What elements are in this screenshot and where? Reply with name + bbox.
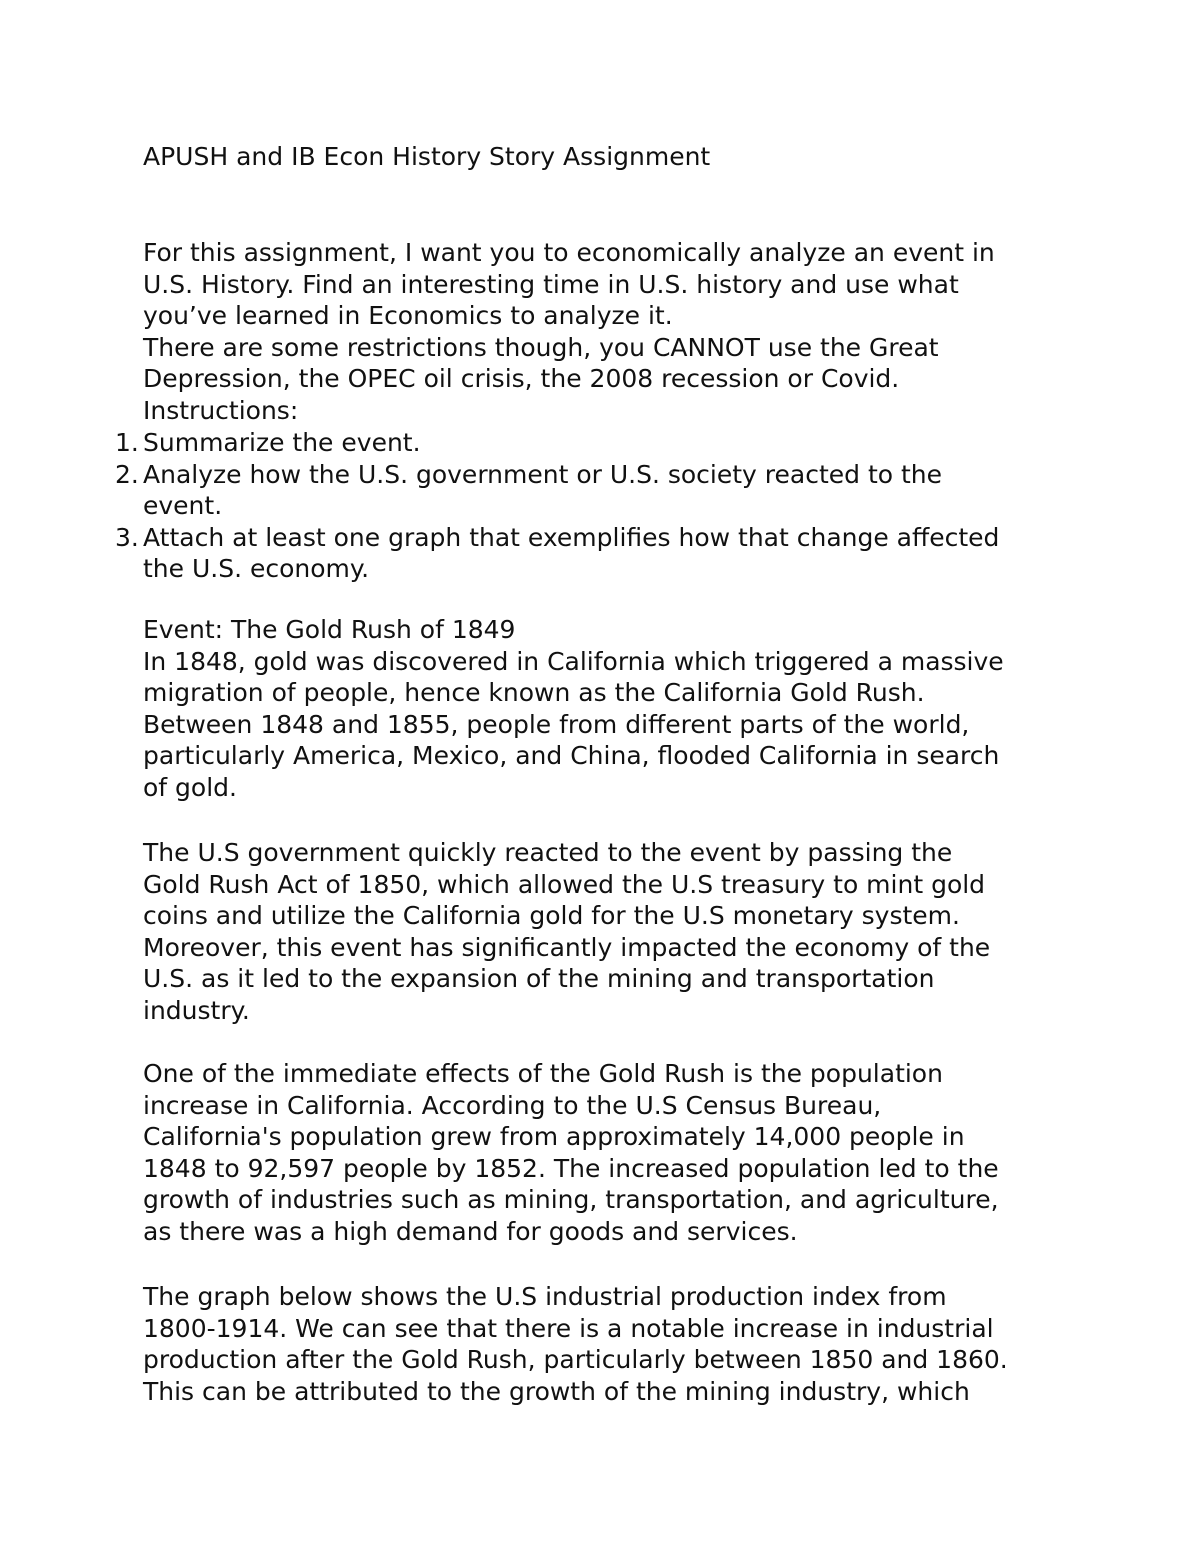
list-item-text: the U.S. economy. — [143, 554, 370, 583]
paragraph-line: One of the immediate effects of the Gold Rush is the population — [143, 1059, 943, 1088]
list-number: 2. — [115, 459, 139, 489]
paragraph-line: The graph below shows the U.S industrial production index from — [143, 1282, 947, 1311]
paragraph-line: as there was a high demand for goods and services. — [143, 1216, 798, 1246]
paragraph-line: California's population grew from approximately 14,000 people in — [143, 1122, 965, 1151]
paragraph-line: coins and utilize the California gold for the U.S monetary system. — [143, 901, 960, 930]
intro-line: U.S. History. Find an interesting time in U.S. history and use what — [143, 269, 959, 299]
list-item — [111, 427, 1111, 459]
paragraph-line: migration of people, hence known as the California Gold Rush. — [143, 678, 925, 707]
intro-line: you’ve learned in Economics to analyze it. — [143, 301, 673, 330]
paragraph-line: increase in California. According to the U.S Census Bureau, — [143, 1090, 882, 1120]
government-reaction-paragraph — [143, 837, 1103, 1026]
list-item — [111, 459, 1111, 522]
population-paragraph — [143, 1058, 1103, 1247]
paragraph-line: The U.S government quickly reacted to the event by passing the — [143, 838, 953, 867]
paragraph-line: of gold. — [143, 772, 237, 802]
restrictions-line: Depression, the OPEC oil crisis, the 2008 recession or Covid. — [143, 364, 900, 393]
paragraph-line: In 1848, gold was discovered in California which triggered a massive — [143, 646, 1004, 676]
list-item-text: Attach at least one graph that exemplifies how that change affected — [143, 522, 1000, 552]
paragraph-line: industry. — [143, 995, 250, 1025]
intro-paragraph — [143, 237, 1103, 426]
paragraph-line: Between 1848 and 1855, people from different parts of the world, — [143, 709, 970, 739]
event-heading: Event: The Gold Rush of 1849 — [143, 615, 516, 644]
paragraph-line: production after the Gold Rush, particularly between 1850 and 1860. — [143, 1345, 1008, 1374]
list-item — [111, 522, 1111, 585]
paragraph-line: Gold Rush Act of 1850, which allowed the U.S treasury to mint gold — [143, 869, 986, 899]
graph-description-paragraph — [143, 1281, 1103, 1407]
paragraph-line: Moreover, this event has significantly impacted the economy of the — [143, 932, 991, 962]
list-item-text: Summarize the event. — [143, 428, 421, 457]
paragraph-line: particularly America, Mexico, and China, flooded California in search — [143, 741, 1000, 770]
paragraph-line: This can be attributed to the growth of the mining industry, which — [143, 1376, 970, 1406]
instructions-list — [111, 427, 1111, 585]
event-paragraph — [143, 614, 1103, 803]
list-item-text: Analyze how the U.S. government or U.S. society reacted to the — [143, 459, 943, 489]
list-number: 3. — [115, 522, 139, 552]
paragraph-line: 1800-1914. We can see that there is a notable increase in industrial — [143, 1313, 994, 1343]
intro-line: For this assignment, I want you to economically analyze an event in — [143, 238, 995, 267]
paragraph-line: growth of industries such as mining, transportation, and agriculture, — [143, 1185, 999, 1214]
paragraph-line: U.S. as it led to the expansion of the mining and transportation — [143, 964, 935, 993]
paragraph-line: 1848 to 92,597 people by 1852. The increased population led to the — [143, 1153, 999, 1183]
instructions-heading: Instructions: — [143, 395, 299, 425]
restrictions-line: There are some restrictions though, you CANNOT use the Great — [143, 332, 939, 362]
list-number: 1. — [115, 428, 139, 457]
list-item-text: event. — [143, 491, 223, 520]
title-text: APUSH and IB Econ History Story Assignment — [143, 142, 711, 171]
document-title — [143, 141, 1103, 173]
